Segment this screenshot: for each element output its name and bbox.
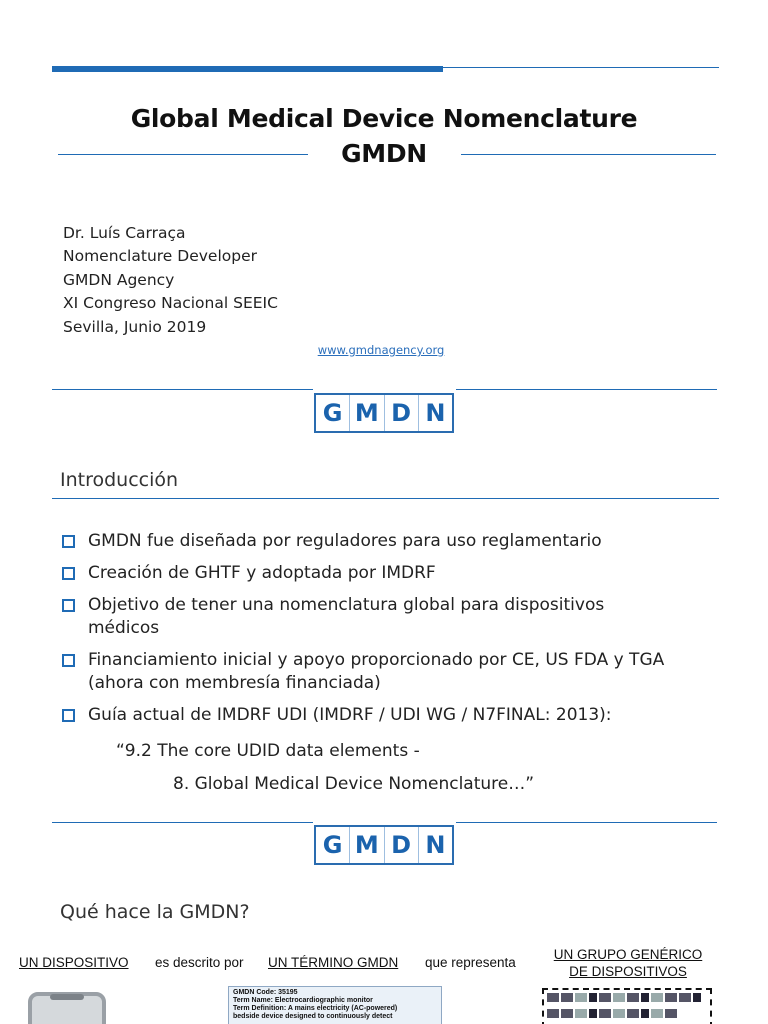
device-group-image xyxy=(542,988,712,1024)
slide-title: Global Medical Device Nomenclature xyxy=(130,104,638,133)
gmdn-logo xyxy=(314,393,454,433)
quote-line-2: 8. Global Medical Device Nomenclature…” xyxy=(173,774,535,794)
logo-letter: M xyxy=(350,395,384,431)
list-item: Financiamiento inicial y apoyo proporcionado por CE, US FDA y TGA (ahora con membresía financiada) xyxy=(62,649,692,695)
gmdn-logo xyxy=(314,825,454,865)
flow-group-label: UN GRUPO GENÉRICO DE DISPOSITIVOS xyxy=(553,947,703,979)
logo-letter: G xyxy=(316,395,350,431)
section-heading-what: Qué hace la GMDN? xyxy=(60,901,250,923)
footer-rule-left xyxy=(52,822,313,823)
author-info xyxy=(63,222,278,339)
term-definition-cont: bedside device designed to continuously detect xyxy=(233,1013,393,1020)
device-handle xyxy=(50,994,84,1000)
square-bullet-icon xyxy=(62,567,75,580)
footer-rule-right xyxy=(456,822,717,823)
logo-letter: N xyxy=(425,399,446,427)
monitor-device-image xyxy=(28,992,106,1024)
footer-rule-left xyxy=(52,389,313,390)
event-location-date: Sevilla, Junio 2019 xyxy=(63,317,207,336)
logo-letter: M xyxy=(350,827,384,863)
top-accent-bar xyxy=(52,66,443,72)
list-item: Creación de GHTF y adoptada por IMDRF xyxy=(62,562,722,585)
author-role: Nomenclature Developer xyxy=(63,247,257,266)
square-bullet-icon xyxy=(62,654,75,667)
flow-described-by: es descrito por xyxy=(155,955,244,970)
slide-title-acronym: GMDN xyxy=(341,139,427,168)
gmdn-term-card xyxy=(228,986,442,1024)
flow-represents: que representa xyxy=(425,955,516,970)
flow-term-label: UN TÉRMINO GMDN xyxy=(268,955,399,970)
top-accent-rule xyxy=(443,67,719,68)
list-item: Objetivo de tener una nomenclatura global para dispositivos médicos xyxy=(62,594,662,640)
term-name: Term Name: Electrocardiographic monitor xyxy=(233,997,373,1004)
quote-line-1: “9.2 The core UDID data elements - xyxy=(116,741,420,761)
author-name: Dr. Luís Carraça xyxy=(63,224,186,242)
logo-letter: G xyxy=(316,827,350,863)
logo-letter: N xyxy=(425,831,446,859)
term-code: GMDN Code: 35195 xyxy=(233,989,298,996)
square-bullet-icon xyxy=(62,599,75,612)
list-item: Guía actual de IMDRF UDI (IMDRF / UDI WG / N7FINAL: 2013): xyxy=(62,704,722,727)
website-link[interactable]: www.gmdnagency.org xyxy=(317,343,445,357)
logo-letter: D xyxy=(385,827,419,863)
intro-bullet-list xyxy=(62,530,722,736)
square-bullet-icon xyxy=(62,535,75,548)
title-rule-right xyxy=(461,154,716,155)
list-item: GMDN fue diseñada por reguladores para uso reglamentario xyxy=(62,530,722,553)
term-definition: Term Definition: A mains electricity (AC-powered) xyxy=(233,1005,398,1012)
flow-device-label: UN DISPOSITIVO xyxy=(19,955,129,970)
author-organization: GMDN Agency xyxy=(63,270,175,289)
title-rule-left xyxy=(58,154,308,155)
logo-letter: D xyxy=(385,395,419,431)
heading-rule xyxy=(52,498,719,499)
event-name: XI Congreso Nacional SEEIC xyxy=(63,294,278,313)
square-bullet-icon xyxy=(62,709,75,722)
footer-rule-right xyxy=(456,389,717,390)
section-heading-intro: Introducción xyxy=(60,469,179,491)
